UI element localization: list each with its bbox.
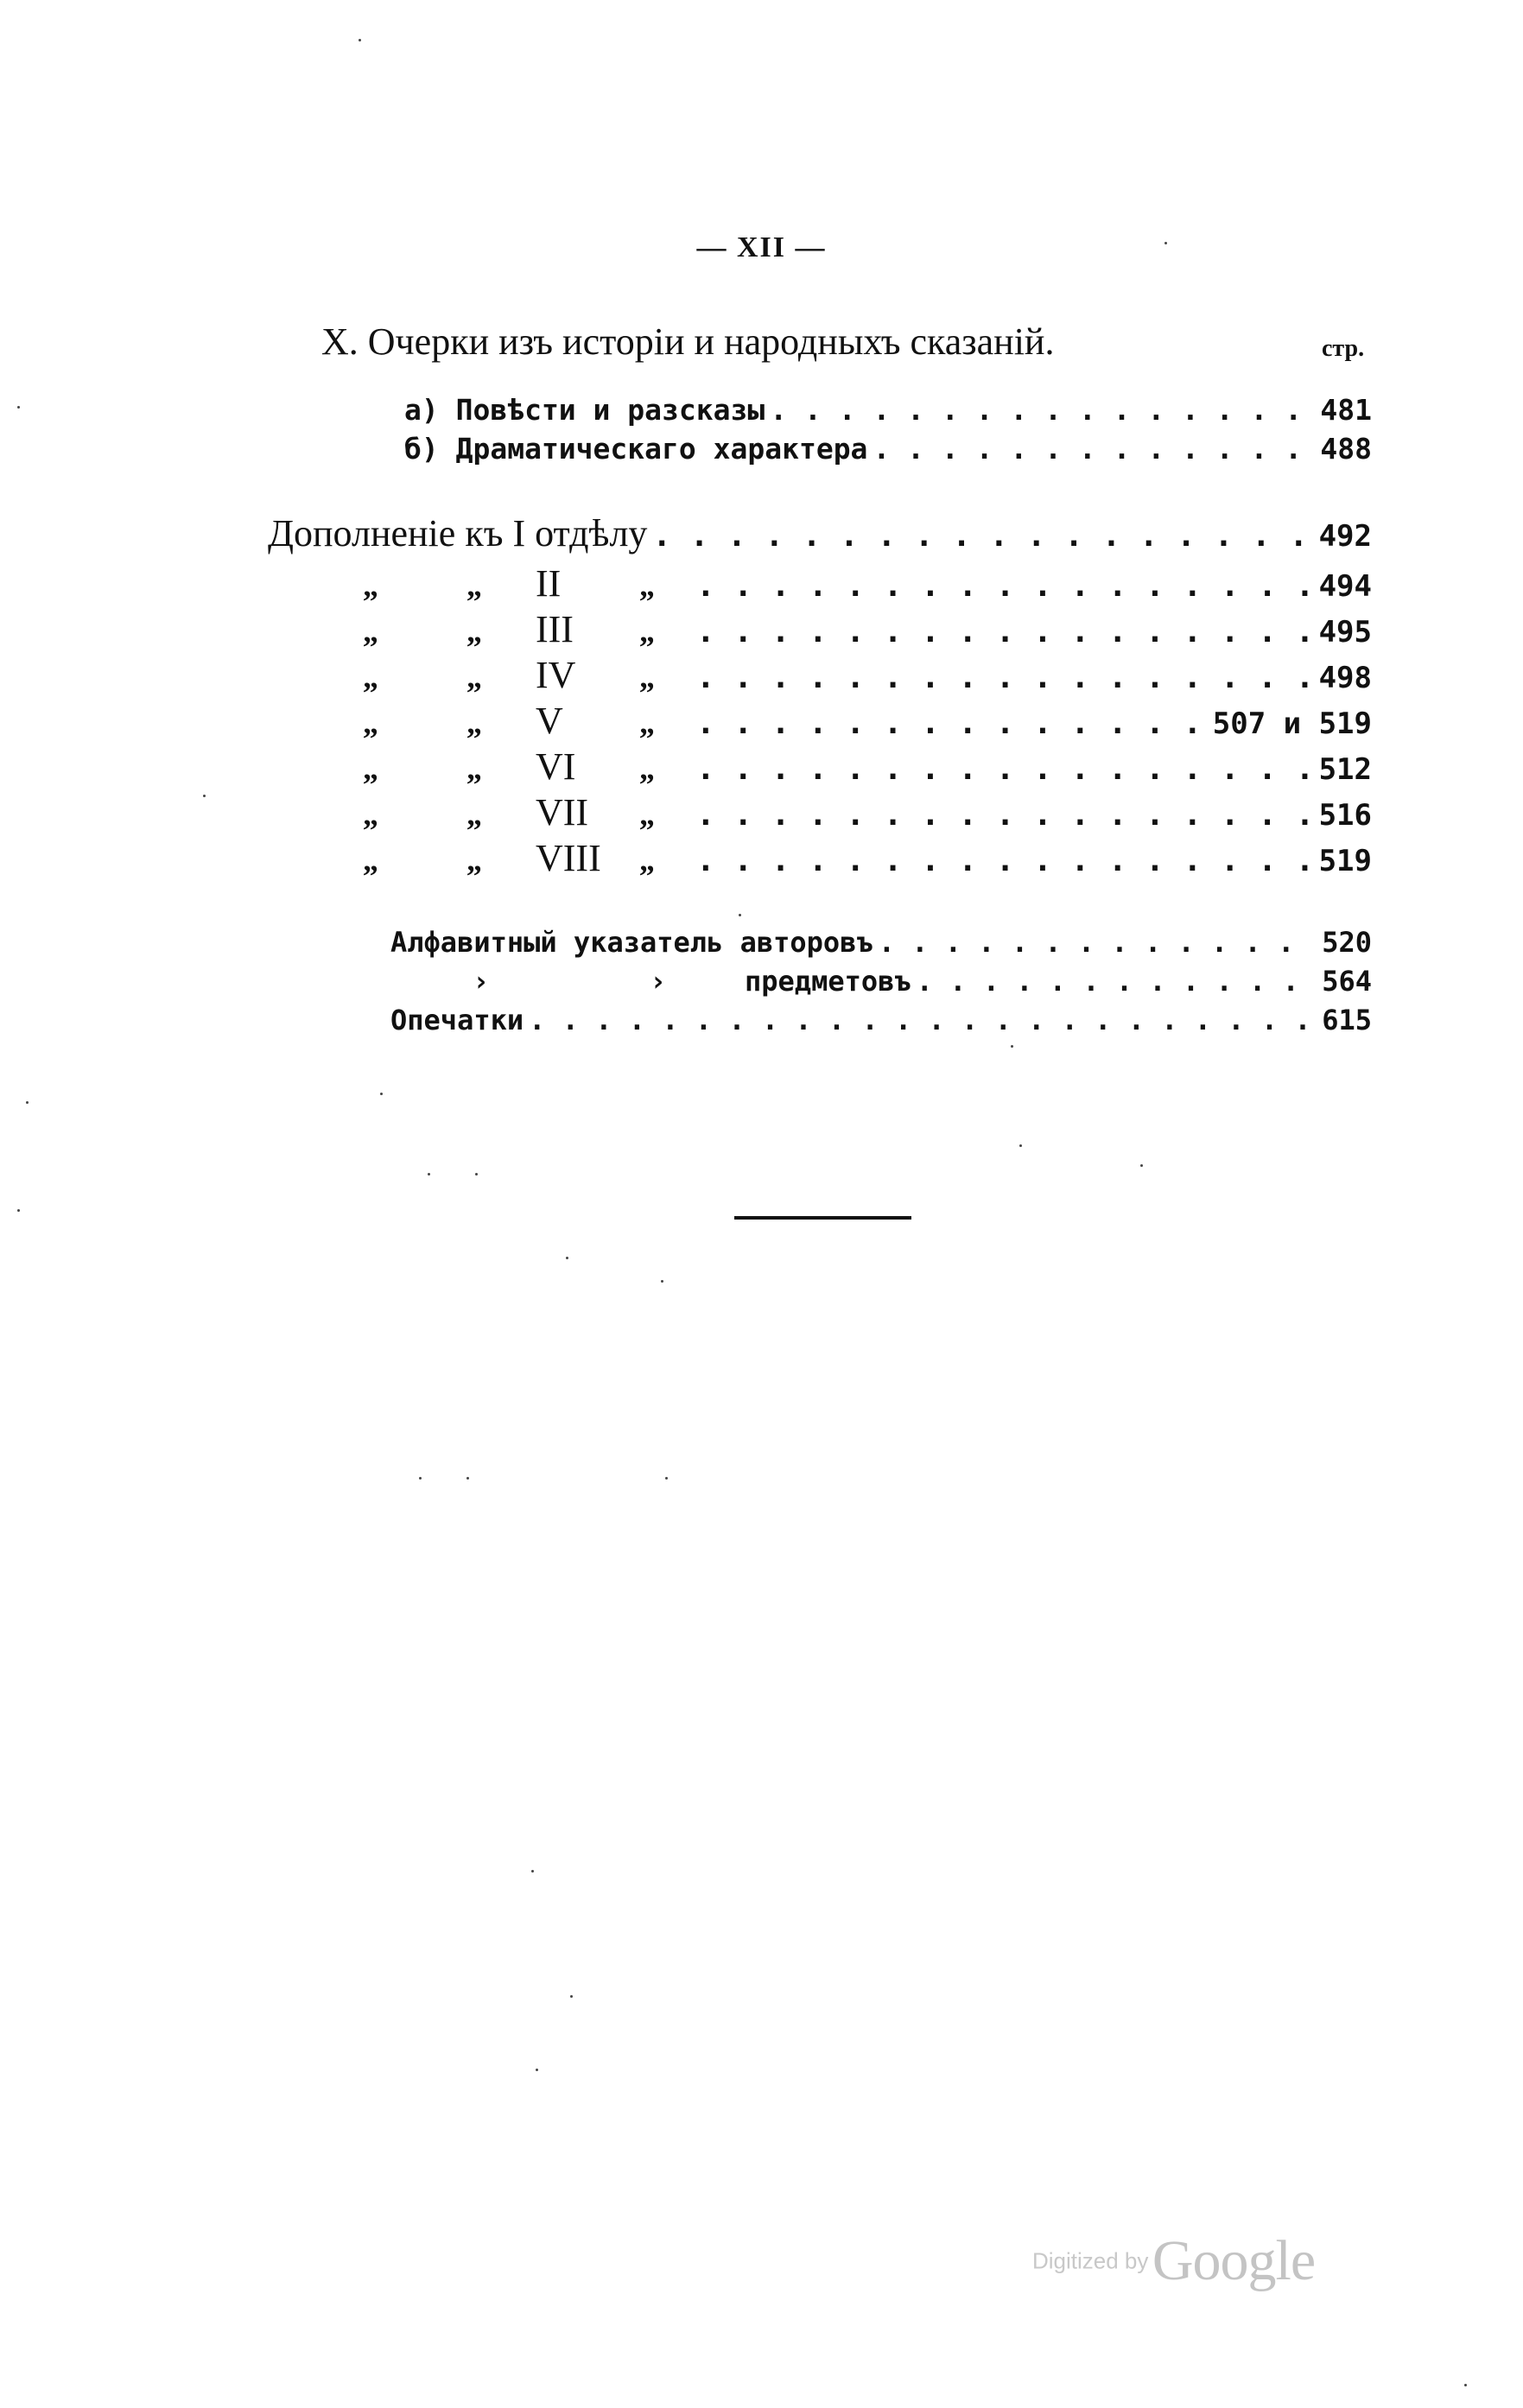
google-logo: Google bbox=[1152, 2229, 1316, 2292]
closing-rule bbox=[734, 1216, 911, 1220]
toc-entry bbox=[268, 653, 1372, 697]
ditto-mark: „ bbox=[363, 706, 378, 740]
ditto-mark: „ bbox=[639, 568, 655, 603]
ditto-mark: „ bbox=[363, 843, 378, 878]
ditto-mark: „ bbox=[639, 843, 655, 878]
roman-numeral: IV bbox=[536, 654, 576, 696]
ditto-mark: „ bbox=[363, 568, 378, 603]
toc-entry-page: 507 и 519 bbox=[1212, 707, 1372, 741]
dot-leader bbox=[696, 568, 1314, 604]
toc-entry bbox=[268, 745, 1372, 789]
ditto-mark: „ bbox=[466, 751, 482, 786]
roman-numeral: VIII bbox=[536, 837, 601, 879]
toc-entry-page: 564 bbox=[1322, 965, 1372, 998]
toc-entry bbox=[268, 511, 1372, 555]
page-column-head: стр. bbox=[1322, 335, 1365, 362]
ditto-mark: „ bbox=[639, 706, 655, 740]
roman-numeral: III bbox=[536, 608, 574, 650]
toc-entry-label bbox=[268, 699, 691, 743]
digitized-label: Digitized by bbox=[1032, 2247, 1149, 2274]
dot-leader bbox=[873, 432, 1315, 466]
dot-leader bbox=[529, 1004, 1317, 1036]
toc-entry-label: Алфавитный указатель авторовъ bbox=[390, 926, 873, 959]
toc-entry bbox=[268, 836, 1372, 880]
toc-entry-text: предметовъ bbox=[745, 965, 911, 998]
dot-leader bbox=[696, 797, 1314, 833]
toc-entry bbox=[268, 790, 1372, 834]
ditto-mark: „ bbox=[466, 843, 482, 878]
toc-entry-label bbox=[268, 836, 691, 880]
toc-entry-page: 492 bbox=[1318, 519, 1372, 554]
running-head: — XII — bbox=[696, 231, 827, 263]
toc-entry-label bbox=[390, 965, 911, 998]
digitized-watermark bbox=[1032, 2228, 1315, 2294]
toc-entry bbox=[390, 965, 1372, 998]
roman-numeral: II bbox=[536, 562, 562, 605]
dot-leader bbox=[917, 965, 1317, 998]
ditto-mark: › bbox=[473, 965, 490, 998]
ditto-mark: „ bbox=[466, 706, 482, 740]
dot-leader bbox=[696, 843, 1314, 878]
toc-entry-label: б) Драматическаго характера bbox=[404, 432, 868, 466]
section-title: X. Очерки изъ исторіи и народныхъ сказаній. bbox=[321, 320, 1055, 363]
dot-leader bbox=[652, 518, 1313, 554]
roman-numeral: V bbox=[536, 700, 563, 742]
toc-entry-page: 498 bbox=[1318, 661, 1372, 695]
ditto-mark: „ bbox=[639, 660, 655, 694]
dot-leader bbox=[696, 706, 1208, 741]
ditto-mark: › bbox=[650, 965, 667, 998]
toc-entry-label: Опечатки bbox=[390, 1004, 524, 1036]
ditto-mark: „ bbox=[466, 568, 482, 603]
toc-entry bbox=[268, 699, 1372, 743]
roman-numeral: VI bbox=[536, 745, 576, 788]
toc-entry-page: 495 bbox=[1318, 615, 1372, 650]
dot-leader bbox=[696, 751, 1314, 787]
toc-entry bbox=[268, 607, 1372, 651]
toc-entry-label bbox=[268, 607, 691, 651]
dot-leader bbox=[770, 393, 1315, 427]
ditto-mark: „ bbox=[363, 797, 378, 832]
ditto-mark: „ bbox=[363, 751, 378, 786]
dot-leader bbox=[696, 660, 1314, 695]
toc-entry-label bbox=[268, 561, 691, 605]
dot-leader bbox=[879, 926, 1317, 959]
toc-entry-page: 615 bbox=[1322, 1004, 1372, 1036]
toc-entry-label bbox=[268, 653, 691, 697]
toc-entry-page: 488 bbox=[1320, 432, 1372, 466]
ditto-mark: „ bbox=[363, 660, 378, 694]
toc-entry-label bbox=[268, 745, 691, 789]
toc-entry-page: 516 bbox=[1318, 798, 1372, 833]
toc-entry-page: 512 bbox=[1318, 752, 1372, 787]
toc-entry-page: 494 bbox=[1318, 569, 1372, 604]
roman-numeral: VII bbox=[536, 791, 589, 833]
ditto-mark: „ bbox=[466, 797, 482, 832]
ditto-mark: „ bbox=[639, 751, 655, 786]
toc-entry bbox=[390, 1004, 1372, 1036]
ditto-mark: „ bbox=[466, 614, 482, 649]
toc-entry-label: а) Повѣсти и разсказы bbox=[404, 393, 765, 427]
dot-leader bbox=[696, 614, 1314, 650]
toc-entry bbox=[390, 926, 1372, 959]
toc-entry-label: Дополненіе къ I отдѣлу bbox=[268, 512, 648, 554]
ditto-mark: „ bbox=[639, 797, 655, 832]
toc-entry bbox=[268, 561, 1372, 605]
ditto-mark: „ bbox=[466, 660, 482, 694]
toc-entry bbox=[404, 432, 1372, 466]
toc-entry-label bbox=[268, 790, 691, 834]
toc-entry-page: 519 bbox=[1318, 844, 1372, 878]
toc-entry-page: 481 bbox=[1320, 393, 1372, 427]
toc-entry-page: 520 bbox=[1322, 926, 1372, 959]
ditto-mark: „ bbox=[363, 614, 378, 649]
ditto-mark: „ bbox=[639, 614, 655, 649]
toc-entry bbox=[404, 393, 1372, 427]
